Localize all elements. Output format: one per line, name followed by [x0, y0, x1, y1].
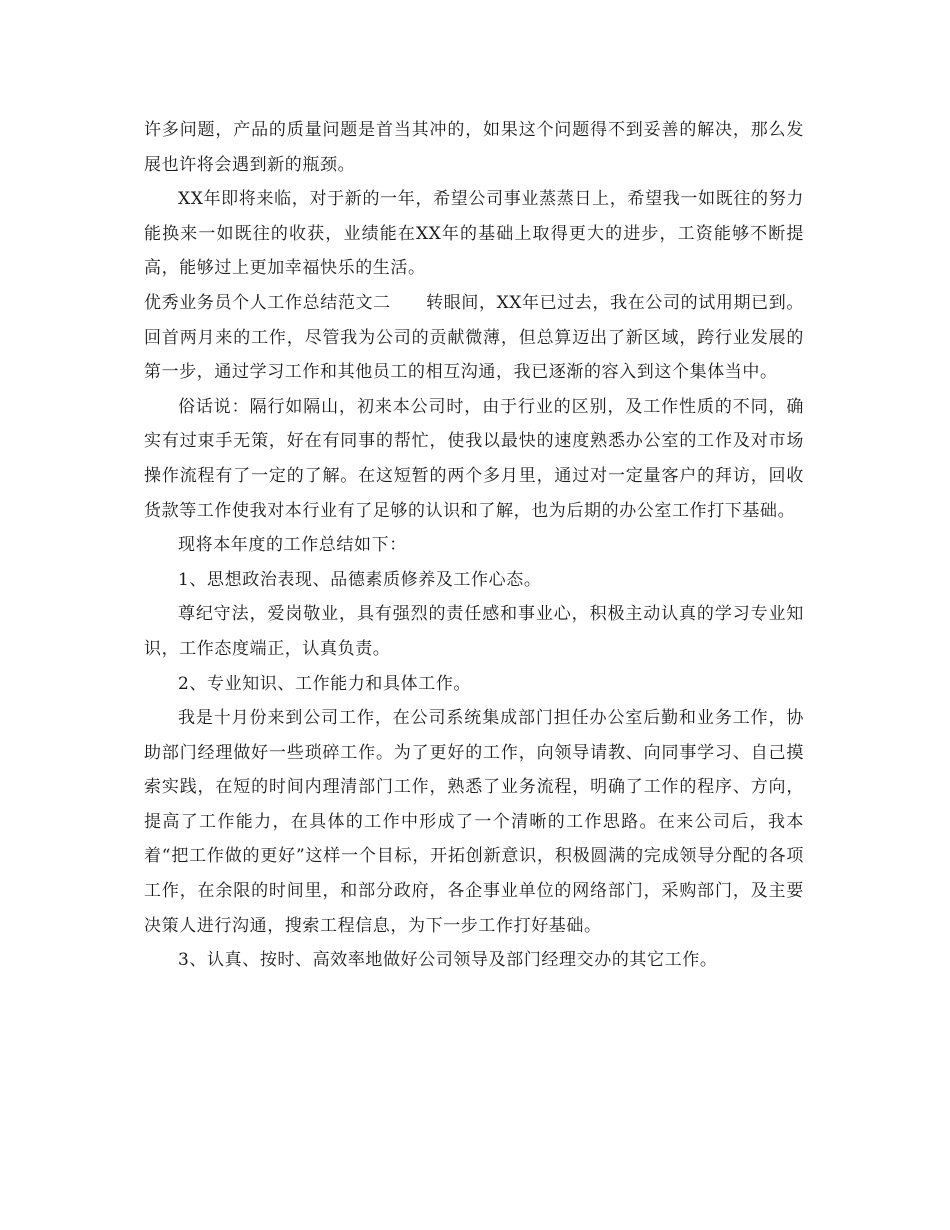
section-two-text: 转眼间，XX年已过去，我在公司的试用期已到。回首两月来的工作，尽管我为公司的贡献微薄，但总算迈出了新区域，跨行业发展的第一步，通过学习工作和其他员工的相互沟通，我已逐渐的容入到这个集体当中。 [144, 292, 805, 383]
list-item-2-heading: 2、专业知识、工作能力和具体工作。 [178, 673, 472, 694]
document-body [144, 113, 804, 978]
list-item-1-heading: 1、思想政治表现、品德素质修养及工作心态。 [178, 569, 542, 590]
section-heading: 优秀业务员个人工作总结范文二 [144, 292, 391, 313]
list-item-1-body: 尊纪守法，爱岗敬业，具有强烈的责任感和事业心，积极主动认真的学习专业知识，工作态度端正，认真负责。 [144, 604, 804, 659]
paragraph-section-two [144, 286, 804, 390]
list-item-2-body: 我是十月份来到公司工作，在公司系统集成部门担任办公室后勤和业务工作，协助部门经理做好一些琐碎工作。为了更好的工作，向领导请教、向同事学习、自己摸索实践，在短的时间内理清部门工作，熟悉了业务流程，明确了工作的程序、方向，提高了工作能力，在具体的工作中形成了一个清晰的工作思路。在来公司后，我本着“把工作做的更好”这样一个目标，开拓创新意识，积极圆满的完成领导分配的各项工作，在余限的时间里，和部分政府，各企事业单位的网络部门，采购部门，及主要决策人进行沟通，搜索工程信息，为下一步工作打好基础。 [144, 708, 804, 936]
heading-gap [391, 293, 426, 313]
paragraph-proverb: 俗话说：隔行如隔山，初来本公司时，由于行业的区别，及工作性质的不同，确实有过束手无策，好在有同事的帮忙，使我以最快的速度熟悉办公室的工作及对市场操作流程有了一定的了解。在这短暂的两个多月里，通过对一定量客户的拜访，回收货款等工作使我对本行业有了足够的认识和了解，也为后期的办公室工作打下基础。 [144, 396, 804, 521]
paragraph-intro-continuation: 许多问题，产品的质量问题是首当其冲的，如果这个问题得不到妥善的解决，那么发展也许将会遇到新的瓶颈。 [144, 120, 804, 175]
list-item-3-heading: 3、认真、按时、高效率地做好公司领导及部门经理交办的其它工作。 [178, 950, 718, 971]
paragraph-new-year-hopes: XX年即将来临，对于新的一年，希望公司事业蒸蒸日上，希望我一如既往的努力能换来一如既往的收获，业绩能在XX年的基础上取得更大的进步，工资能够不断提高，能够过上更加幸福快乐的生活。 [144, 189, 804, 279]
paragraph-summary-intro: 现将本年度的工作总结如下： [178, 535, 407, 556]
